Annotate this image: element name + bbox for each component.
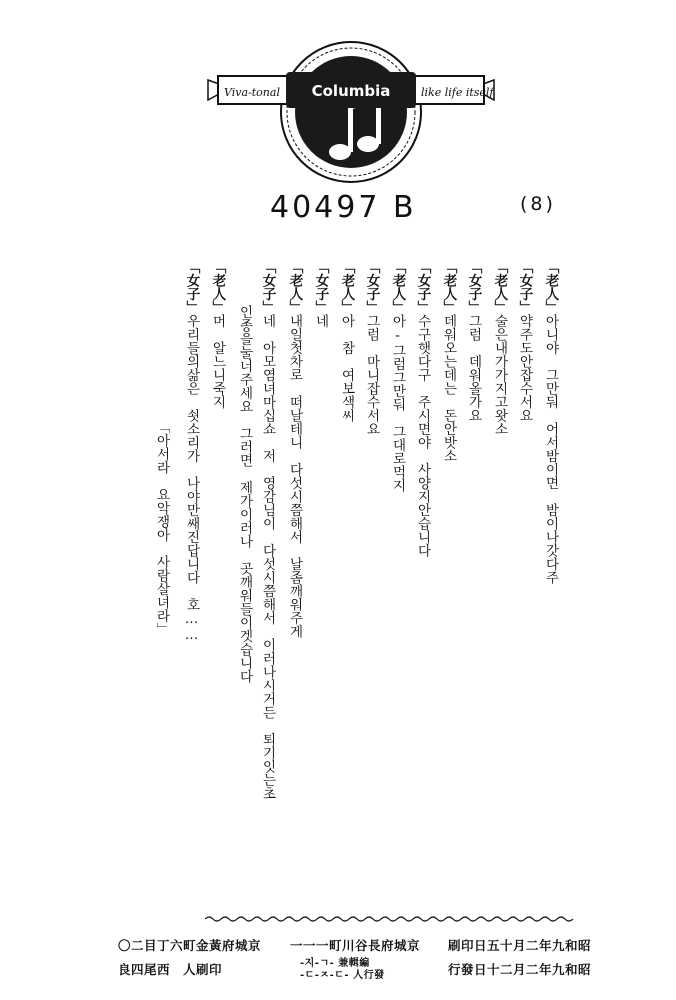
- imprint-issue-date: 昭和九年二月二十日發行: [448, 962, 592, 977]
- lyric-line: 「女子」그럼 마니잡수서요: [363, 260, 380, 436]
- imprint-address-1: 京城府長谷川町一一一: [290, 938, 421, 953]
- lyric-line: 「女子」약주도안잡수서요: [516, 260, 533, 422]
- imprint-publisher: 發行人 -ㄷ-ㅈ-ㄷ-: [300, 970, 385, 981]
- lyric-line: 「老人」술은내가가지고왓소: [491, 260, 508, 436]
- logo-brand: Columbia: [311, 82, 391, 100]
- lyric-line: 「女子」우리들의삶은 쇳소리가 나야만쌔진답니다 호……: [183, 260, 200, 643]
- logo-right-motto: like life itself: [421, 86, 494, 99]
- page-number: (8): [520, 193, 556, 215]
- catalog-number: 40497 B: [270, 190, 417, 225]
- lyric-line: 인종을눌너주세요 그러면 제가이러나 곳깨워들이겟습니다: [236, 305, 253, 683]
- imprint-editor: 編輯兼 -ㄱ-지-: [300, 958, 370, 969]
- lyric-line: 「老人」내일첫차로 떠날테니 다섯시쯤해서 날좀깨워주게: [286, 260, 303, 638]
- lyric-line: 「老人」아니야 그만둬 어서밤이면 밤이나갓다주: [542, 260, 559, 584]
- columbia-logo: [206, 40, 496, 190]
- lyric-line: 「老人」머 알느니죽지: [209, 260, 226, 409]
- lyric-line: 「女子」수구햇다구 주시면야 사양지안습니다: [414, 260, 431, 557]
- lyric-line: 「女子」네: [312, 260, 329, 328]
- logo-left-motto: Viva-tonal: [224, 86, 280, 99]
- lyric-line: 「老人」데워오는데는 돈안밧소: [440, 260, 457, 463]
- lyric-line: 「女子」그럼 데워올가요: [465, 260, 482, 422]
- imprint-printer: 印刷人 西尾四良: [118, 962, 223, 977]
- divider: [205, 915, 575, 923]
- imprint-print-date: 昭和九年二月十五日印刷: [448, 938, 592, 953]
- lyric-line: 「老人」아-그럼그만둬 그대로먹지: [389, 260, 406, 492]
- imprint-address-2: 京城府黃金町六丁目二〇: [118, 938, 262, 953]
- lyric-line: 「아서라 요악쟁아 사람살녀라」: [153, 420, 170, 636]
- lyric-line: 「老人」아 참 여보색씨: [338, 260, 355, 422]
- lyric-line: 「女子」네 아모염녀마십쇼 저 영감님이 다섯시쯤해서 이러나시거든 퇴기잇는초: [259, 260, 276, 800]
